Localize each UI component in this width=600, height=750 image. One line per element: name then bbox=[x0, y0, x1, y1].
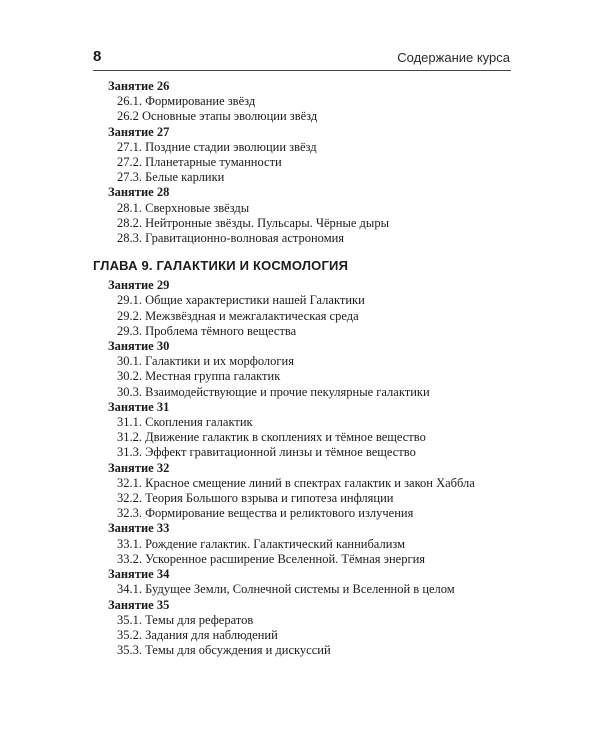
toc-entry: 28.2. Нейтронные звёзды. Пульсары. Чёрные дыры bbox=[117, 215, 389, 230]
toc-entry: 32.3. Формирование вещества и реликтового излучения bbox=[117, 506, 414, 521]
toc-entry: 30.1. Галактики и их морфология bbox=[117, 354, 294, 369]
header-rule bbox=[93, 70, 511, 71]
toc-entry: 28.3. Гравитационно-волновая астрономия bbox=[117, 231, 345, 246]
toc-entry: 33.2. Ускоренное расширение Вселенной. Тёмная энергия bbox=[117, 551, 426, 566]
toc-entry: 26.1. Формирование звёзд bbox=[117, 94, 256, 109]
lesson-title: Занятие 32 bbox=[108, 460, 170, 475]
toc-sections-after bbox=[93, 278, 523, 658]
lesson-title: Занятие 31 bbox=[108, 399, 170, 414]
table-of-contents bbox=[93, 79, 523, 658]
toc-entry: 31.1. Скопления галактик bbox=[117, 415, 253, 430]
lesson-title: Занятие 34 bbox=[108, 567, 170, 582]
toc-entry: 27.1. Поздние стадии эволюции звёзд bbox=[117, 139, 317, 154]
toc-entry: 35.3. Темы для обсуждения и дискуссий bbox=[117, 643, 331, 658]
toc-entry: 31.2. Движение галактик в скоплениях и тёмное вещество bbox=[117, 430, 426, 445]
toc-entry: 30.2. Местная группа галактик bbox=[117, 369, 281, 384]
running-header-title: Содержание курса bbox=[397, 50, 510, 65]
lesson-title: Занятие 33 bbox=[108, 521, 170, 536]
toc-entry: 29.3. Проблема тёмного вещества bbox=[117, 323, 297, 338]
lesson-title: Занятие 35 bbox=[108, 597, 170, 612]
toc-entry: 33.1. Рождение галактик. Галактический каннибализм bbox=[117, 536, 406, 551]
toc-entry: 27.3. Белые карлики bbox=[117, 170, 225, 185]
toc-sections-before bbox=[93, 79, 523, 246]
toc-entry: 26.2 Основные этапы эволюции звёзд bbox=[117, 109, 318, 124]
lesson-title: Занятие 30 bbox=[108, 339, 170, 354]
page-number: 8 bbox=[93, 48, 102, 65]
toc-entry: 32.1. Красное смещение линий в спектрах галактик и закон Хаббла bbox=[117, 475, 475, 490]
toc-entry: 35.1. Темы для рефератов bbox=[117, 612, 254, 627]
lesson-title: Занятие 29 bbox=[108, 278, 170, 293]
toc-entry: 31.3. Эффект гравитационной линзы и тёмное вещество bbox=[117, 445, 416, 460]
toc-entry: 34.1. Будущее Земли, Солнечной системы и Вселенной в целом bbox=[117, 582, 455, 597]
toc-entry: 35.2. Задания для наблюдений bbox=[117, 627, 278, 642]
toc-entry: 28.1. Сверхновые звёзды bbox=[117, 200, 250, 215]
lesson-title: Занятие 26 bbox=[108, 79, 170, 93]
toc-entry: 29.1. Общие характеристики нашей Галактики bbox=[117, 293, 365, 308]
toc-entry: 30.3. Взаимодействующие и прочие пекулярные галактики bbox=[117, 384, 430, 399]
lesson-title: Занятие 27 bbox=[108, 124, 170, 139]
lesson-title: Занятие 28 bbox=[108, 185, 170, 200]
toc-entry: 29.2. Межзвёздная и межгалактическая среда bbox=[117, 308, 359, 323]
chapter-heading: ГЛАВА 9. ГАЛАКТИКИ И КОСМОЛОГИЯ bbox=[93, 258, 349, 274]
toc-entry: 27.2. Планетарные туманности bbox=[117, 155, 282, 170]
toc-entry: 32.2. Теория Большого взрыва и гипотеза инфляции bbox=[117, 491, 394, 506]
